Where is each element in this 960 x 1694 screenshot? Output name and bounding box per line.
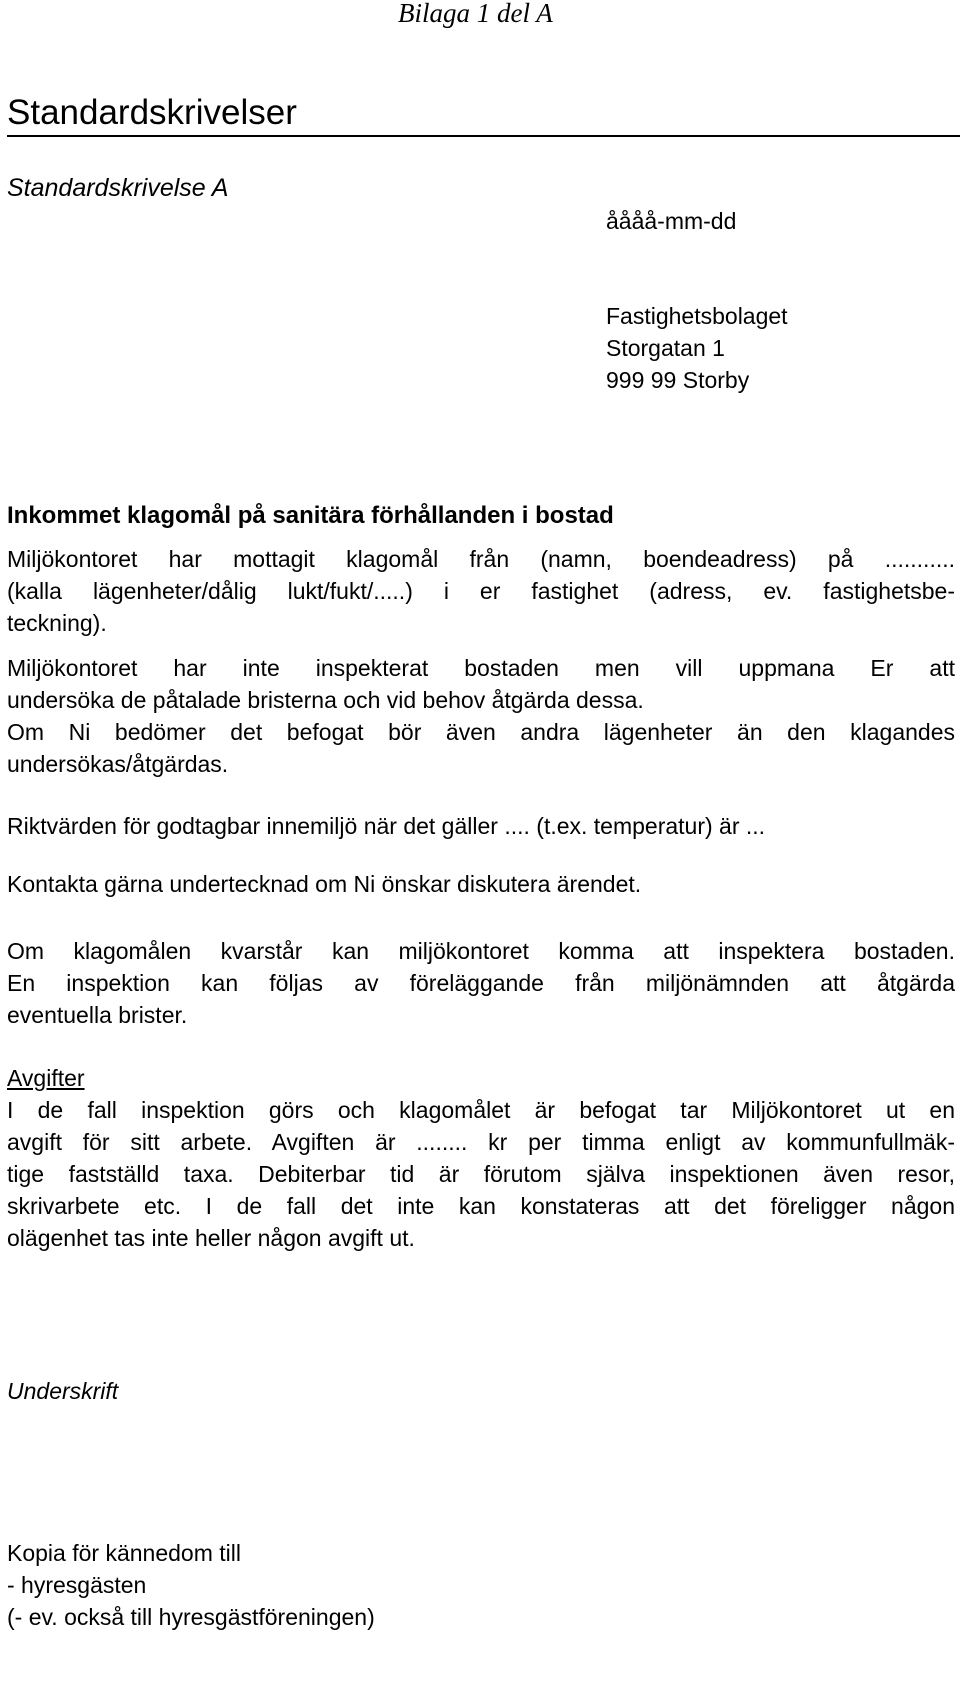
paragraph-line: teckning). [7, 610, 107, 636]
paragraph-line: Miljökontoret har inte inspekterat bostaden men vill uppmana Er att [7, 655, 955, 681]
paragraph-line: olägenhet tas inte heller någon avgift ut. [7, 1225, 415, 1251]
paragraph-line: undersöka de påtalade bristerna och vid behov åtgärda dessa. [7, 687, 644, 713]
recipient-name: Fastighetsbolaget [606, 303, 788, 329]
title-divider [7, 135, 960, 137]
paragraph-line: skrivarbete etc. I de fall det inte kan konstateras att det föreligger någon [7, 1193, 955, 1219]
paragraph-line: eventuella brister. [7, 1002, 188, 1028]
copy-item: (- ev. också till hyresgästföreningen) [7, 1604, 375, 1630]
paragraph-line: I de fall inspektion görs och klagomålet är befogat tar Miljökontoret ut en [7, 1097, 955, 1123]
recipient-address [606, 300, 788, 396]
paragraph-line: Om klagomålen kvarstår kan miljökontoret komma att inspektera bostaden. [7, 938, 955, 964]
paragraph-line: En inspektion kan följas av föreläggande från miljönämnden att åtgärda [7, 970, 955, 996]
copy-heading: Kopia för kännedom till [7, 1540, 241, 1566]
recipient-street: Storgatan 1 [606, 335, 725, 361]
paragraph-line: tige fastställd taxa. Debiterbar tid är förutom själva inspektionen även resor, [7, 1161, 955, 1187]
letter-date: åååå-mm-dd [606, 208, 737, 234]
paragraph-line: undersökas/åtgärdas. [7, 751, 229, 777]
fees-section [7, 1062, 955, 1254]
paragraph-line: avgift för sitt arbete. Avgiften är ........ kr per timma enligt av kommunfullmäk- [7, 1129, 955, 1155]
paragraph-contact: Kontakta gärna undertecknad om Ni önskar diskutera ärendet. [7, 871, 642, 897]
paragraph-guidelines: Riktvärden för godtagbar innemiljö när det gäller .... (t.ex. temperatur) är ... [7, 813, 766, 839]
appendix-label: Bilaga 1 del A [398, 0, 553, 28]
paragraph-line: (kalla lägenheter/dålig lukt/fukt/.....) i er fastighet (adress, ev. fastighetsbe- [7, 578, 955, 604]
copy-section [7, 1537, 955, 1633]
paragraph-line: Om Ni bedömer det befogat bör även andra lägenheter än den klagandes [7, 719, 955, 745]
paragraph-inspection [7, 935, 955, 1031]
page-title: Standardskrivelser [7, 93, 297, 132]
recipient-city: 999 99 Storby [606, 367, 750, 393]
paragraph-complaint [7, 543, 955, 639]
fees-heading: Avgifter [7, 1065, 85, 1091]
copy-item: - hyresgästen [7, 1572, 147, 1598]
letter-subtitle: Standardskrivelse A [7, 174, 229, 202]
letter-heading: Inkommet klagomål på sanitära förhållanden i bostad [7, 502, 614, 529]
paragraph-request [7, 652, 955, 780]
signature-label: Underskrift [7, 1378, 119, 1404]
paragraph-line: Miljökontoret har mottagit klagomål från (namn, boendeadress) på ........... [7, 546, 955, 572]
